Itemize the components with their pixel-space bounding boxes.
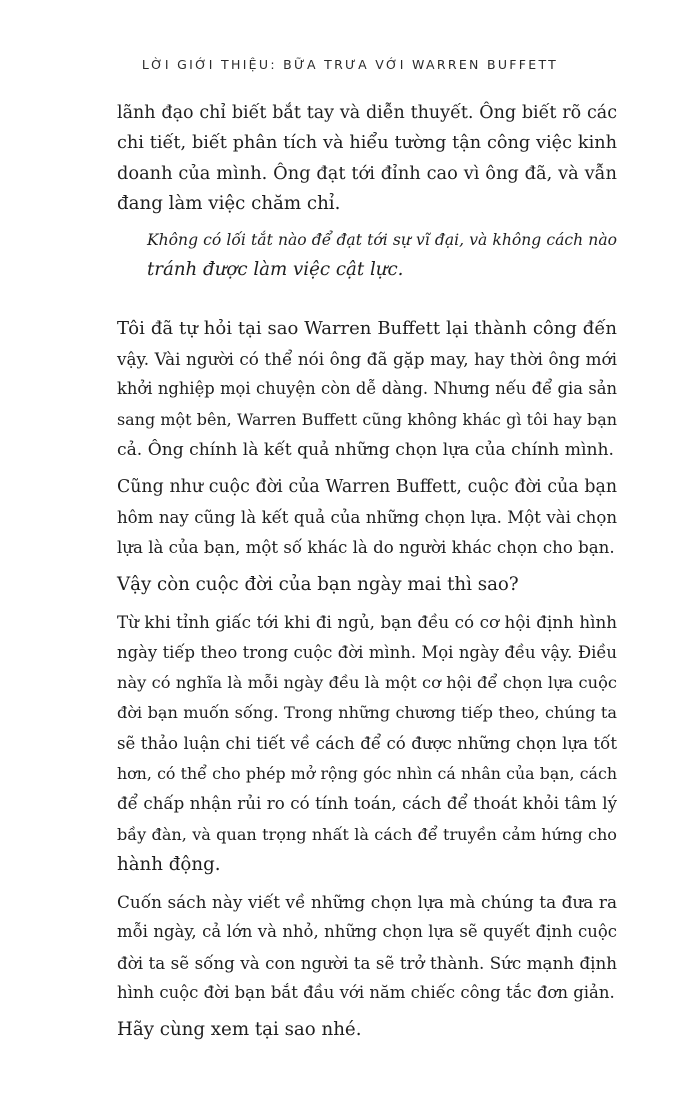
text-line: ngày tiếp theo trong cuộc đời mình. Mọi ngày đều vậy. Điều: [117, 642, 617, 662]
text-line: hình cuộc đời bạn bắt đầu với năm chiếc công tắc đơn giản.: [117, 983, 615, 1003]
text-line: hơn, có thể cho phép mở rộng góc nhìn cá nhân của bạn, cách: [117, 763, 617, 783]
block-quote: [147, 225, 617, 286]
text-line: này có nghĩa là mỗi ngày đều là một cơ hội để chọn lựa cuộc: [117, 673, 617, 693]
paragraph: [117, 314, 617, 465]
text-line: cả. Ông chính là kết quả những chọn lựa của chính mình.: [117, 439, 614, 460]
paragraph: [117, 887, 617, 1008]
text-line: đời bạn muốn sống. Trong những chương tiếp theo, chúng ta: [117, 703, 617, 723]
text-line: sang một bên, Warren Buffett cũng không khác gì tôi hay bạn: [117, 409, 617, 429]
text-line: lãnh đạo chỉ biết bắt tay và diễn thuyết. Ông biết rõ các: [117, 103, 617, 123]
paragraph: [117, 607, 617, 880]
text-line: Cũng như cuộc đời của Warren Buffett, cuộc đời của bạn: [117, 477, 617, 498]
text-line: tránh được làm việc cật lực.: [147, 259, 404, 281]
text-line: bầy đàn, và quan trọng nhất là cách để truyền cảm hứng cho: [117, 824, 617, 844]
text-line: hôm nay cũng là kết quả của những chọn lựa. Một vài chọn: [117, 507, 617, 527]
text-line: đời ta sẽ sống và con người ta sẽ trở thành. Sức mạnh định: [117, 952, 617, 973]
text-line: hành động.: [117, 853, 221, 875]
text-line: đang làm việc chăm chỉ.: [117, 192, 341, 214]
paragraph: [117, 570, 617, 600]
paragraph: [117, 1015, 617, 1045]
text-line: vậy. Vài người có thể nói ông đã gặp may, hay thời ông mới: [117, 349, 617, 370]
text-line: chi tiết, biết phân tích và hiểu tường tận công việc kinh: [117, 133, 617, 154]
text-line: Tôi đã tự hỏi tại sao Warren Buffett lại thành công đến: [117, 317, 617, 339]
text-line: Không có lối tắt nào để đạt tới sự vĩ đại, và không cách nào: [147, 231, 617, 250]
running-head: LỜI GIỚI THIỆU: BỮA TRƯA VỚI WARREN BUFFETT: [141, 57, 559, 72]
text-line: sẽ thảo luận chi tiết về cách để có được những chọn lựa tốt: [117, 733, 617, 753]
text-line: Hãy cùng xem tại sao nhé.: [117, 1019, 362, 1041]
text-line: doanh của mình. Ông đạt tới đỉnh cao vì ông đã, và vẫn: [117, 162, 617, 184]
text-line: khởi nghiệp mọi chuyện còn dễ dàng. Nhưng nếu để gia sản: [117, 379, 617, 399]
body-text: [117, 98, 617, 1046]
paragraph: [117, 472, 617, 563]
text-line: lựa là của bạn, một số khác là do người khác chọn cho bạn.: [117, 537, 615, 557]
text-line: mỗi ngày, cả lớn và nhỏ, những chọn lựa sẽ quyết định cuộc: [117, 922, 617, 942]
text-line: Vậy còn cuộc đời của bạn ngày mai thì sao?: [117, 574, 519, 596]
text-line: Cuốn sách này viết về những chọn lựa mà chúng ta đưa ra: [117, 892, 617, 913]
text-line: để chấp nhận rủi ro có tính toán, cách để thoát khỏi tâm lý: [117, 794, 617, 814]
paragraph: [117, 98, 617, 219]
text-line: Từ khi tỉnh giấc tới khi đi ngủ, bạn đều có cơ hội định hình: [117, 612, 617, 633]
